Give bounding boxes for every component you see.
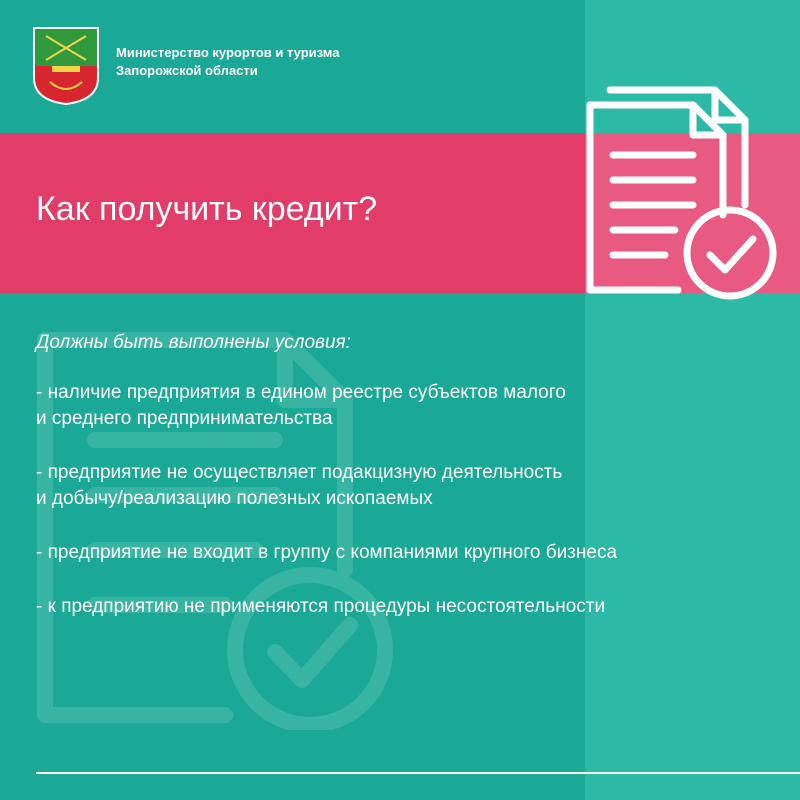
organization-name-line1: Министерство курортов и туризма <box>116 45 340 60</box>
conditions-subtitle: Должны быть выполнены условия: <box>36 332 351 353</box>
condition-line: и среднего предпринимательства <box>36 408 333 429</box>
condition-line: - предприятие не осуществляет подакцизную деятельность <box>36 462 563 483</box>
condition-line: - к предприятию не применяются процедуры несостоятельности <box>36 596 606 617</box>
condition-item <box>36 460 776 512</box>
condition-item <box>36 380 776 432</box>
conditions-block <box>36 330 776 648</box>
page-title: Как получить кредит? <box>36 190 378 228</box>
condition-line: и добычу/реализацию полезных ископаемых <box>36 488 433 509</box>
footer-divider <box>36 772 800 774</box>
organization-name <box>116 44 339 80</box>
condition-item <box>36 594 776 620</box>
condition-item <box>36 540 776 566</box>
document-check-icon <box>575 75 785 305</box>
organization-name-line2: Запорожской области <box>116 63 258 78</box>
condition-line: - предприятие не входит в группу с компаниями крупного бизнеса <box>36 542 618 563</box>
condition-line: - наличие предприятия в едином реестре субъектов малого <box>36 382 566 403</box>
coat-of-arms-icon <box>32 26 100 106</box>
